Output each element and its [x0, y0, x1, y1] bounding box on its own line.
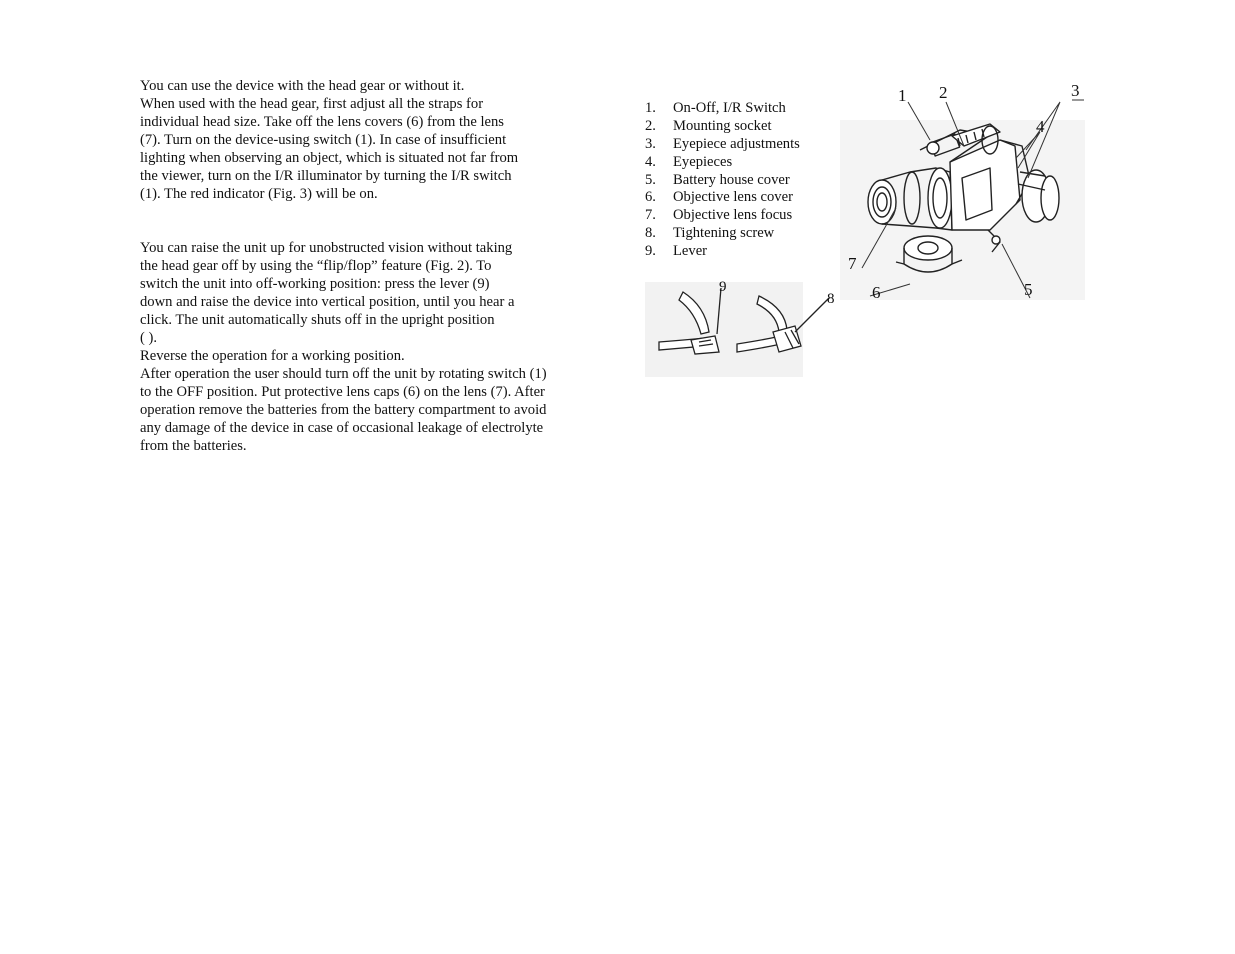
instructions-text: [140, 77, 585, 455]
parts-legend: [645, 99, 800, 260]
legend-label: Tightening screw: [673, 225, 775, 242]
legend-number: 7.: [645, 207, 656, 224]
paragraph-usage: [140, 77, 585, 203]
legend-number: 8.: [645, 225, 656, 242]
paragraph-flip-flop: [140, 239, 585, 455]
legend-item: [645, 99, 800, 117]
text-line: You can raise the unit up for unobstructed vision without taking: [140, 240, 513, 256]
legend-label: Battery house cover: [673, 171, 790, 188]
legend-number: 9.: [645, 243, 656, 260]
text-line: (1). The red indicator (Fig. 3) will be on.: [140, 186, 378, 202]
legend-label: Lever: [673, 243, 708, 260]
text-line: from the batteries.: [140, 438, 247, 454]
legend-item: [645, 135, 800, 153]
legend-label: Objective lens focus: [673, 207, 793, 224]
flip-flop-illustration: [645, 282, 845, 377]
text-line: down and raise the device into vertical position, until you hear a: [140, 294, 515, 310]
text-line: When used with the head gear, first adjust all the straps for: [140, 96, 484, 112]
callout-6: 6: [872, 283, 881, 302]
legend-item: [645, 242, 800, 260]
legend-label: Mounting socket: [673, 117, 772, 134]
legend-number: 6.: [645, 189, 656, 206]
legend-item: [645, 224, 800, 242]
callout-3: 3: [1071, 81, 1080, 100]
legend-number: 5.: [645, 171, 656, 188]
callout-5: 5: [1024, 280, 1033, 299]
text-line: operation remove the batteries from the battery compartment to avoid: [140, 402, 547, 418]
callout-9: 9: [719, 279, 727, 295]
legend-number: 3.: [645, 135, 656, 152]
text-line: any damage of the device in case of occasional leakage of electrolyte: [140, 420, 544, 436]
text-line: You can use the device with the head gear or without it.: [140, 78, 465, 94]
legend-item: [645, 188, 800, 206]
callout-2: 2: [939, 83, 948, 102]
legend-number: 1.: [645, 100, 656, 116]
text-line: the viewer, turn on the I/R illuminator by turning the I/R switch: [140, 168, 512, 184]
text-line: After operation the user should turn off the unit by rotating switch (1): [140, 366, 547, 382]
text-line: individual head size. Take off the lens covers (6) from the lens: [140, 114, 504, 130]
callout-4: 4: [1036, 117, 1045, 136]
legend-item: [645, 153, 800, 171]
text-line: Reverse the operation for a working position.: [140, 348, 405, 364]
legend-item: [645, 117, 800, 135]
legend-label: On-Off, I/R Switch: [673, 100, 786, 116]
legend-label: Eyepiece adjustments: [673, 135, 800, 152]
legend-number: 2.: [645, 117, 656, 134]
legend-item: [645, 206, 800, 224]
text-line: switch the unit into off-working position: press the lever (9): [140, 276, 490, 292]
paragraph-spacer: [140, 203, 585, 239]
text-line: lighting when observing an object, which is situated not far from: [140, 150, 519, 166]
callout-7: 7: [848, 254, 857, 273]
legend-item: [645, 171, 800, 189]
text-line: to the OFF position. Put protective lens caps (6) on the lens (7). After: [140, 384, 545, 400]
device-illustration: [840, 80, 1090, 305]
legend-label: Objective lens cover: [673, 189, 793, 206]
legend-number: 4.: [645, 153, 656, 170]
text-line: the head gear off by using the “flip/flop” feature (Fig. 2). To: [140, 258, 492, 274]
text-line: click. The unit automatically shuts off in the upright position: [140, 312, 495, 328]
callout-1: 1: [898, 86, 907, 105]
callout-8: 8: [827, 291, 835, 307]
text-line: (7). Turn on the device-using switch (1). In case of insufficient: [140, 132, 507, 148]
legend-label: Eyepieces: [673, 153, 733, 170]
text-line: ( ).: [140, 330, 158, 346]
